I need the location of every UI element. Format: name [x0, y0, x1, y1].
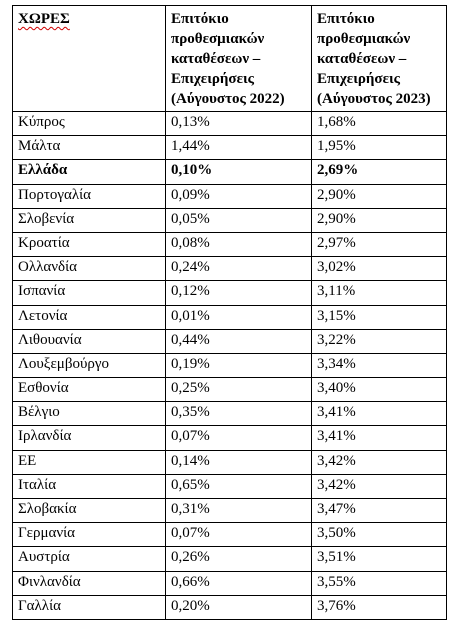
rate-2023-cell: 2,69%	[312, 160, 447, 184]
rate-2023-cell: 3,40%	[312, 378, 447, 402]
table-row	[13, 232, 447, 256]
country-cell: Εσθονία	[13, 378, 166, 402]
table-row	[13, 257, 447, 281]
table-row	[13, 184, 447, 208]
rate-2022-cell: 0,07%	[166, 523, 312, 547]
rate-2023-cell: 2,97%	[312, 232, 447, 256]
table-row	[13, 474, 447, 498]
country-cell: Λετονία	[13, 305, 166, 329]
country-cell: Σλοβακία	[13, 499, 166, 523]
country-cell: Ιρλανδία	[13, 426, 166, 450]
table-row	[13, 160, 447, 184]
rate-2022-cell: 0,13%	[166, 112, 312, 136]
table-row	[13, 281, 447, 305]
rate-2022-cell: 0,35%	[166, 402, 312, 426]
rate-2022-cell: 1,44%	[166, 136, 312, 160]
country-cell: Φινλανδία	[13, 571, 166, 595]
table-row	[13, 595, 447, 619]
country-cell: Μάλτα	[13, 136, 166, 160]
rate-2023-cell: 2,90%	[312, 208, 447, 232]
rate-2022-cell: 0,01%	[166, 305, 312, 329]
rate-2022-cell: 0,12%	[166, 281, 312, 305]
rate-2022-cell: 0,07%	[166, 426, 312, 450]
country-cell: Κύπρος	[13, 112, 166, 136]
country-cell: Πορτογαλία	[13, 184, 166, 208]
country-cell: Λουξεμβούργο	[13, 353, 166, 377]
header-countries	[13, 6, 166, 112]
table-row	[13, 112, 447, 136]
rate-2023-cell: 3,02%	[312, 257, 447, 281]
rate-2022-cell: 0,14%	[166, 450, 312, 474]
rate-2022-cell: 0,25%	[166, 378, 312, 402]
table-row	[13, 329, 447, 353]
country-cell: Ισπανία	[13, 281, 166, 305]
rate-2023-cell: 3,51%	[312, 547, 447, 571]
country-cell: ΕΕ	[13, 450, 166, 474]
rate-2022-cell: 0,08%	[166, 232, 312, 256]
rate-2023-cell: 1,95%	[312, 136, 447, 160]
table-body	[13, 112, 447, 620]
table-row	[13, 305, 447, 329]
table-row	[13, 426, 447, 450]
rate-2023-cell: 1,68%	[312, 112, 447, 136]
header-row	[13, 6, 447, 112]
table-row	[13, 499, 447, 523]
table-row	[13, 402, 447, 426]
rate-2022-cell: 0,31%	[166, 499, 312, 523]
rate-2023-cell: 3,41%	[312, 426, 447, 450]
table-row	[13, 450, 447, 474]
rate-2023-cell: 2,90%	[312, 184, 447, 208]
table-row	[13, 547, 447, 571]
table-row	[13, 353, 447, 377]
rate-2022-cell: 0,20%	[166, 595, 312, 619]
rate-2023-cell: 3,42%	[312, 450, 447, 474]
country-cell: Κροατία	[13, 232, 166, 256]
rate-2022-cell: 0,66%	[166, 571, 312, 595]
rate-2023-cell: 3,22%	[312, 329, 447, 353]
rate-2023-cell: 3,50%	[312, 523, 447, 547]
rate-2023-cell: 3,55%	[312, 571, 447, 595]
rate-2023-cell: 3,15%	[312, 305, 447, 329]
rate-2022-cell: 0,26%	[166, 547, 312, 571]
header-rate-2023: Επιτόκιο προθεσμιακών καταθέσεων – Επιχειρήσεις (Αύγουστος 2023)	[312, 6, 447, 112]
rate-2022-cell: 0,05%	[166, 208, 312, 232]
country-cell: Λιθουανία	[13, 329, 166, 353]
table-row	[13, 571, 447, 595]
table-row	[13, 136, 447, 160]
rate-2023-cell: 3,34%	[312, 353, 447, 377]
rate-2022-cell: 0,10%	[166, 160, 312, 184]
country-cell: Γερμανία	[13, 523, 166, 547]
country-cell: Ιταλία	[13, 474, 166, 498]
country-cell: Βέλγιο	[13, 402, 166, 426]
country-cell: Ελλάδα	[13, 160, 166, 184]
deposit-rates-table	[12, 5, 447, 620]
header-countries-label: ΧΩΡΕΣ	[18, 11, 70, 27]
rate-2022-cell: 0,24%	[166, 257, 312, 281]
country-cell: Αυστρία	[13, 547, 166, 571]
header-rate-2022: Επιτόκιο προθεσμιακών καταθέσεων – Επιχειρήσεις (Αύγουστος 2022)	[166, 6, 312, 112]
rate-2022-cell: 0,65%	[166, 474, 312, 498]
rate-2023-cell: 3,41%	[312, 402, 447, 426]
rate-2023-cell: 3,76%	[312, 595, 447, 619]
country-cell: Γαλλία	[13, 595, 166, 619]
table-row	[13, 208, 447, 232]
rate-2023-cell: 3,42%	[312, 474, 447, 498]
rate-2023-cell: 3,11%	[312, 281, 447, 305]
rate-2022-cell: 0,09%	[166, 184, 312, 208]
table-row	[13, 378, 447, 402]
rate-2023-cell: 3,47%	[312, 499, 447, 523]
rate-2022-cell: 0,19%	[166, 353, 312, 377]
country-cell: Σλοβενία	[13, 208, 166, 232]
country-cell: Ολλανδία	[13, 257, 166, 281]
rate-2022-cell: 0,44%	[166, 329, 312, 353]
table-row	[13, 523, 447, 547]
